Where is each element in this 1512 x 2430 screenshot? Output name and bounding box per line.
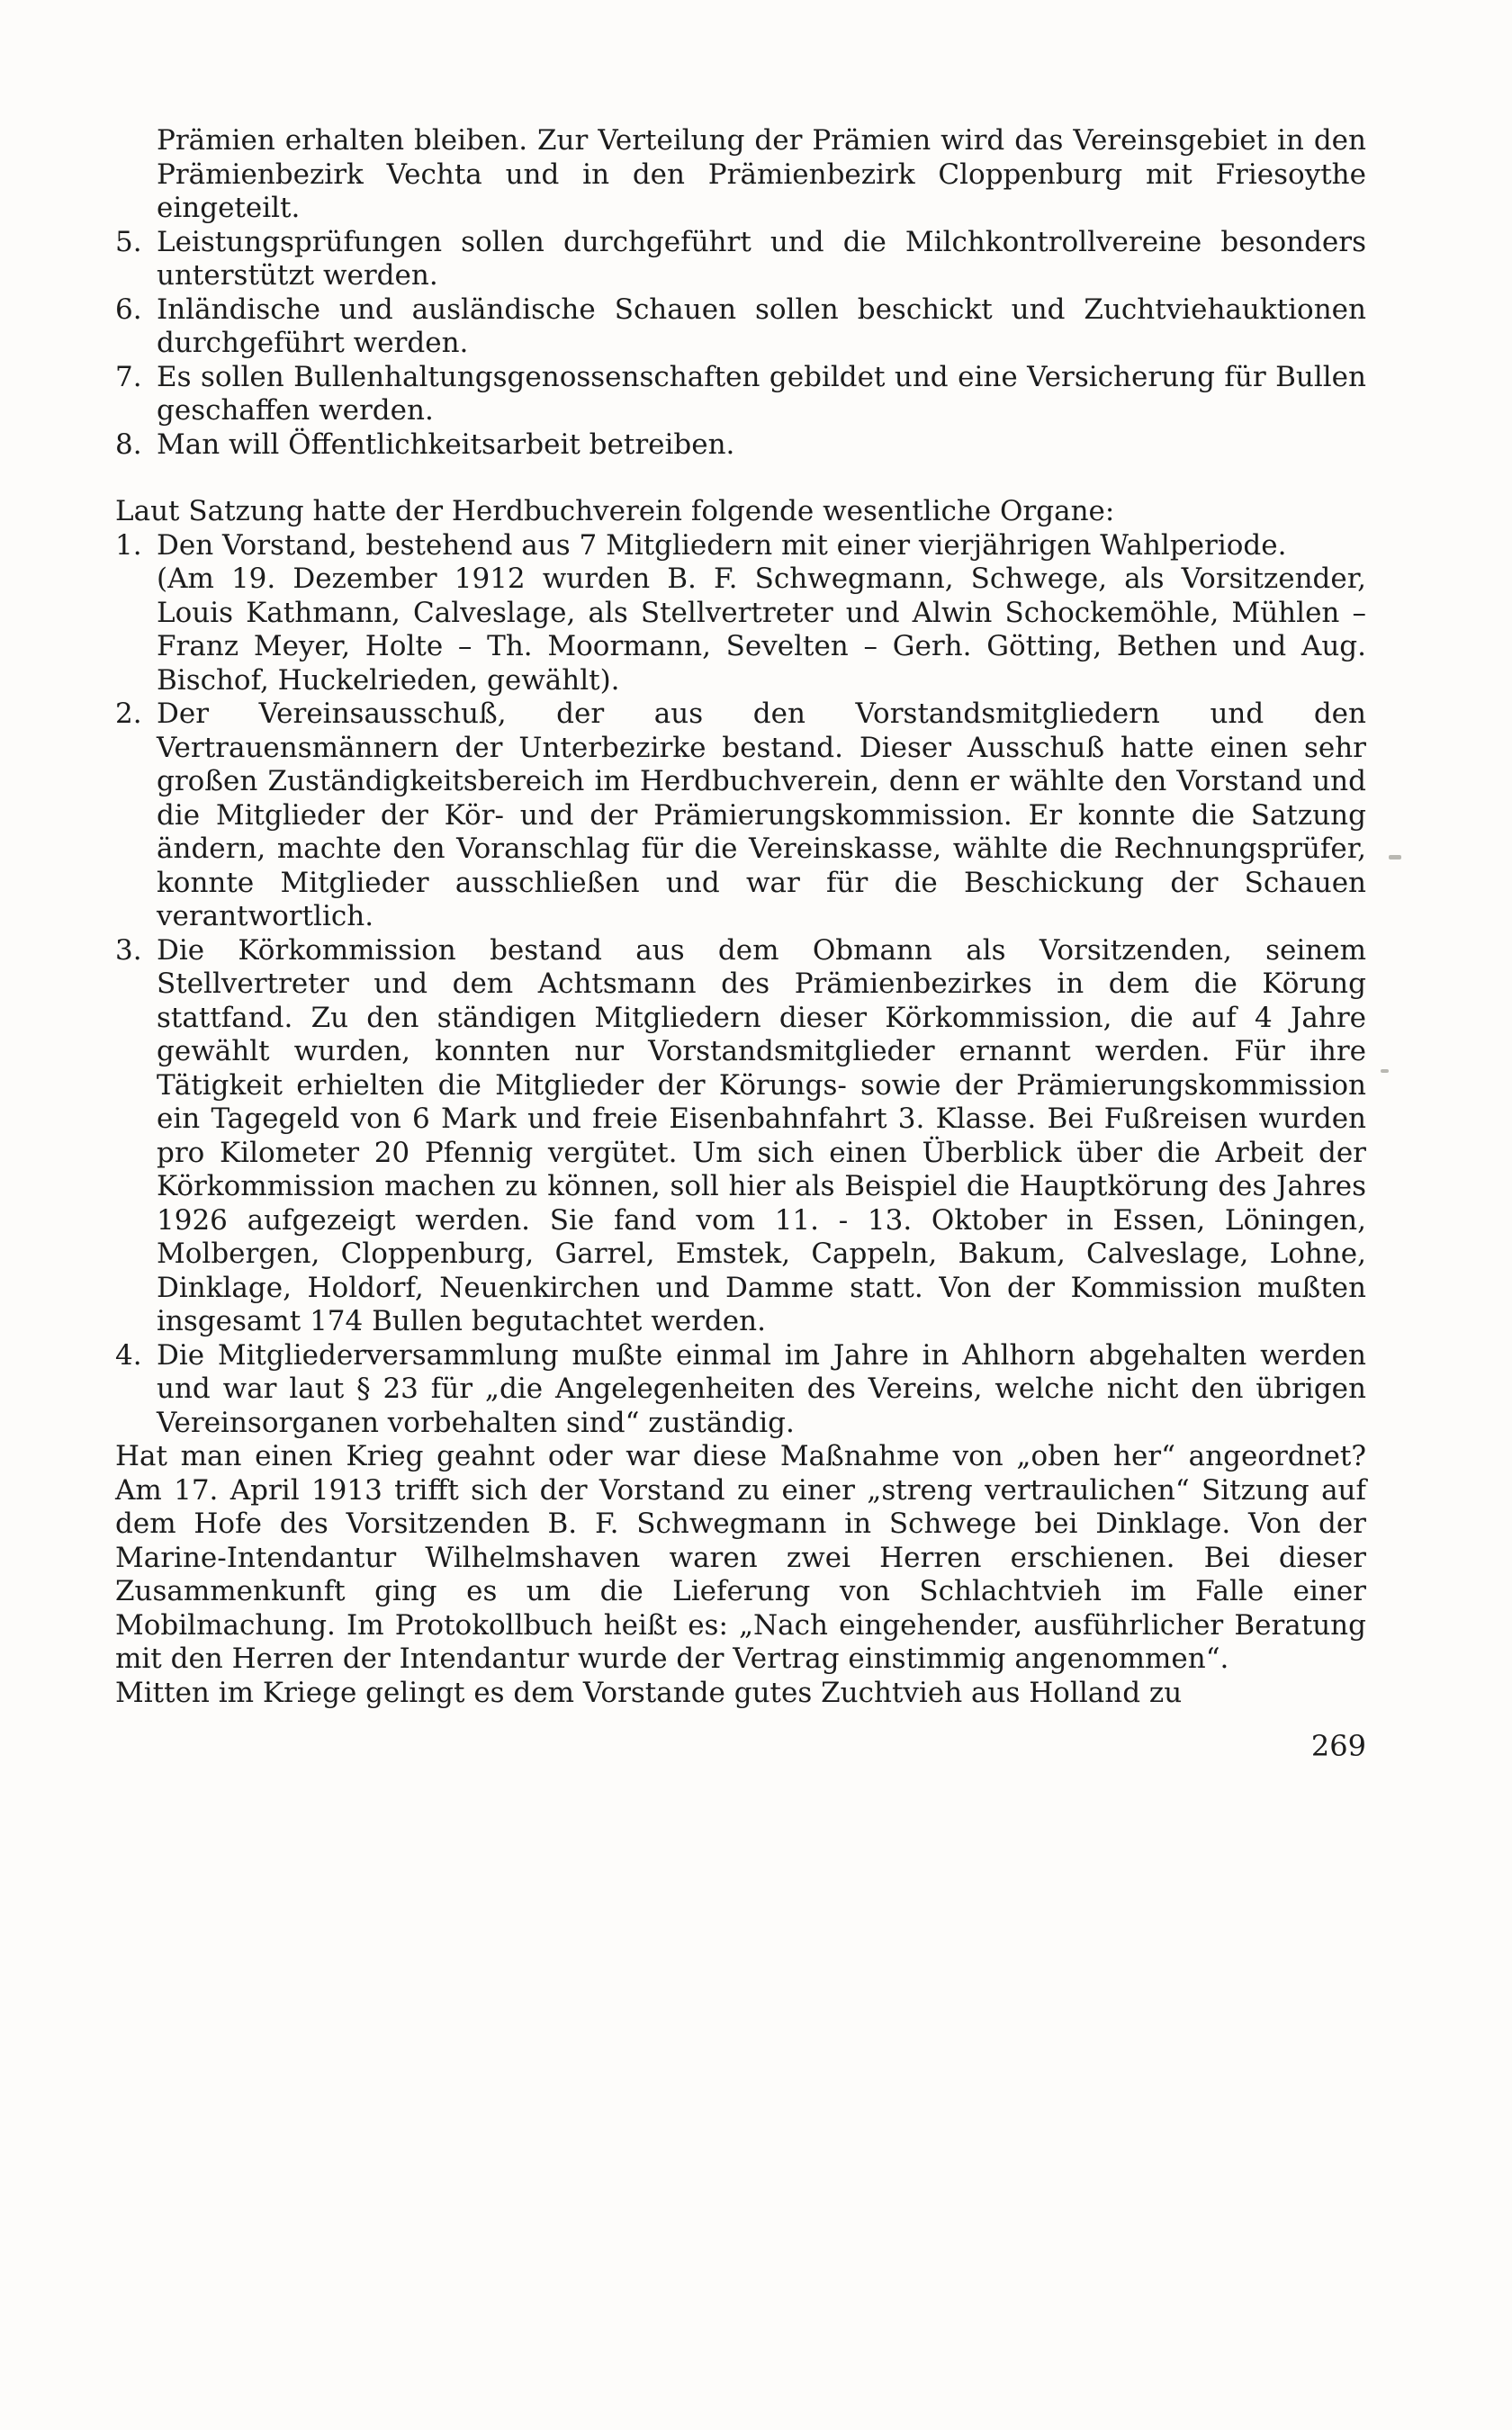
page-number: 269 xyxy=(1310,1729,1366,1763)
list-number-organ-4: 4. xyxy=(115,1338,142,1372)
list-item-organ-4 xyxy=(115,1339,1366,1441)
paragraph-war: Hat man einen Krieg geahnt oder war diese Maßnahme von „oben her“ angeordnet? Am 17. April 1913 trifft sich der Vorstand zu einer „streng vertraulichen“ Sitzung auf dem Hofe des Vorsitzenden B. F. Schwegmann in Schwege bei Dinklage. Von der Marine-Intendantur Wilhelmshaven waren zwei Herren erschienen. Bei dieser Zusammenkunft ging es um die Lieferung von Schlachtvieh im Falle einer Mobilmachung. Im Protokollbuch heißt es: „Nach eingehender, ausführlicher Beratung mit den Herren der Intendantur wurde der Vertrag einstimmig angenommen“. xyxy=(115,1440,1366,1675)
paragraph-organs-intro: Laut Satzung hatte der Herdbuchverein folgende wesentliche Organe: xyxy=(115,495,1115,527)
page-number-row xyxy=(115,1730,1366,1764)
list-item-6 xyxy=(115,293,1366,361)
list-item-5 xyxy=(115,226,1366,293)
page-text-block xyxy=(115,124,1366,1764)
list-item-7 xyxy=(115,361,1366,428)
list-item-organ-1 xyxy=(115,529,1366,698)
list-text-organ-3: Die Körkommission bestand aus dem Obmann als Vorsitzenden, seinem Stellvertreter und dem Achtsmann des Prämienbezirkes in dem die Körung stattfand. Zu den ständigen Mitgliedern dieser Körkommission, die auf 4 Jahre gewählt wurden, konnten nur Vorstandsmitglieder ernannt werden. Für ihre Tätigkeit erhielten die Mitglieder der Körungs- sowie der Prämierungskommission ein Tagegeld von 6 Mark und freie Eisenbahnfahrt 3. Klasse. Bei Fußreisen wurden pro Kilometer 20 Pfennig vergütet. Um sich einen Überblick über die Arbeit der Körkommission machen zu können, soll hier als Beispiel die Hauptkörung des Jahres 1926 aufgezeigt werden. Sie fand vom 11. - 13. Oktober in Essen, Löningen, Molbergen, Cloppenburg, Garrel, Emstek, Cappeln, Bakum, Calveslage, Lohne, Dinklage, Holdorf, Neuenkirchen und Damme statt. Von der Kommission mußten insgesamt 174 Bullen begutachtet werden. xyxy=(157,933,1366,1337)
paragraph-continuation: Prämien erhalten bleiben. Zur Verteilung der Prämien wird das Vereinsgebiet in den Prämienbezirk Vechta und in den Prämienbezirk Cloppenburg mit Friesoythe eingeteilt. xyxy=(157,124,1366,224)
list-text-6: Inländische und ausländische Schauen sollen beschickt und Zuchtviehauktionen durchgeführt werden. xyxy=(157,292,1366,359)
list-number-6: 6. xyxy=(115,292,142,326)
list-text-organ-2: Der Vereinsausschuß, der aus den Vorstandsmitgliedern und den Vertrauensmännern der Unterbezirke bestand. Dieser Ausschuß hatte einen sehr großen Zuständigkeitsbereich im Herdbuchverein, denn er wählte den Vorstand und die Mitglieder der Kör- und der Prämierungskommission. Er konnte die Satzung ändern, machte den Voranschlag für die Vereinskasse, wählte die Rechnungsprüfer, konnte Mitglieder ausschließen und war für die Beschickung der Schauen verantwortlich. xyxy=(157,698,1366,932)
list-number-7: 7. xyxy=(115,360,142,393)
list-item-organ-2 xyxy=(115,698,1366,934)
paragraph-last: Mitten im Kriege gelingt es dem Vorstande gutes Zuchtvieh aus Holland zu xyxy=(115,1676,1183,1709)
list-item-organ-3 xyxy=(115,934,1366,1339)
list-number-organ-1: 1. xyxy=(115,528,142,562)
list-text-organ-1b: (Am 19. Dezember 1912 wurden B. F. Schwegmann, Schwege, als Vorsitzender, Louis Kathmann, Calveslage, als Stellvertreter und Alwin Schockemöhle, Mühlen – Franz Meyer, Holte – Th. Moormann, Sevelten – Gerh. Götting, Bethen und Aug. Bischof, Huckelrieden, gewählt). xyxy=(157,562,1366,697)
list-number-organ-2: 2. xyxy=(115,698,142,730)
list-text-organ-4: Die Mitgliederversammlung mußte einmal im Jahre in Ahlhorn abgehalten werden und war laut § 23 für „die Angelegenheiten des Vereins, welche nicht den übrigen Vereinsorganen vorbehalten sind“ zuständig. xyxy=(157,1338,1366,1439)
scan-artifact xyxy=(1389,855,1401,860)
list-number-organ-3: 3. xyxy=(115,933,142,967)
list-text-7: Es sollen Bullenhaltungsgenossenschaften gebildet und eine Versicherung für Bullen geschaffen werden. xyxy=(157,360,1366,427)
list-number-5: 5. xyxy=(115,225,142,258)
list-text-organ-1: Den Vorstand, bestehend aus 7 Mitgliedern mit einer vierjährigen Wahlperiode. xyxy=(157,528,1287,562)
list-text-8: Man will Öffentlichkeitsarbeit betreiben. xyxy=(157,428,735,461)
list-item-8 xyxy=(115,428,1366,463)
list-number-8: 8. xyxy=(115,428,142,461)
scan-artifact xyxy=(1381,1069,1389,1073)
list-text-5: Leistungsprüfungen sollen durchgeführt und die Milchkontrollvereine besonders unterstützt werden. xyxy=(157,225,1366,292)
